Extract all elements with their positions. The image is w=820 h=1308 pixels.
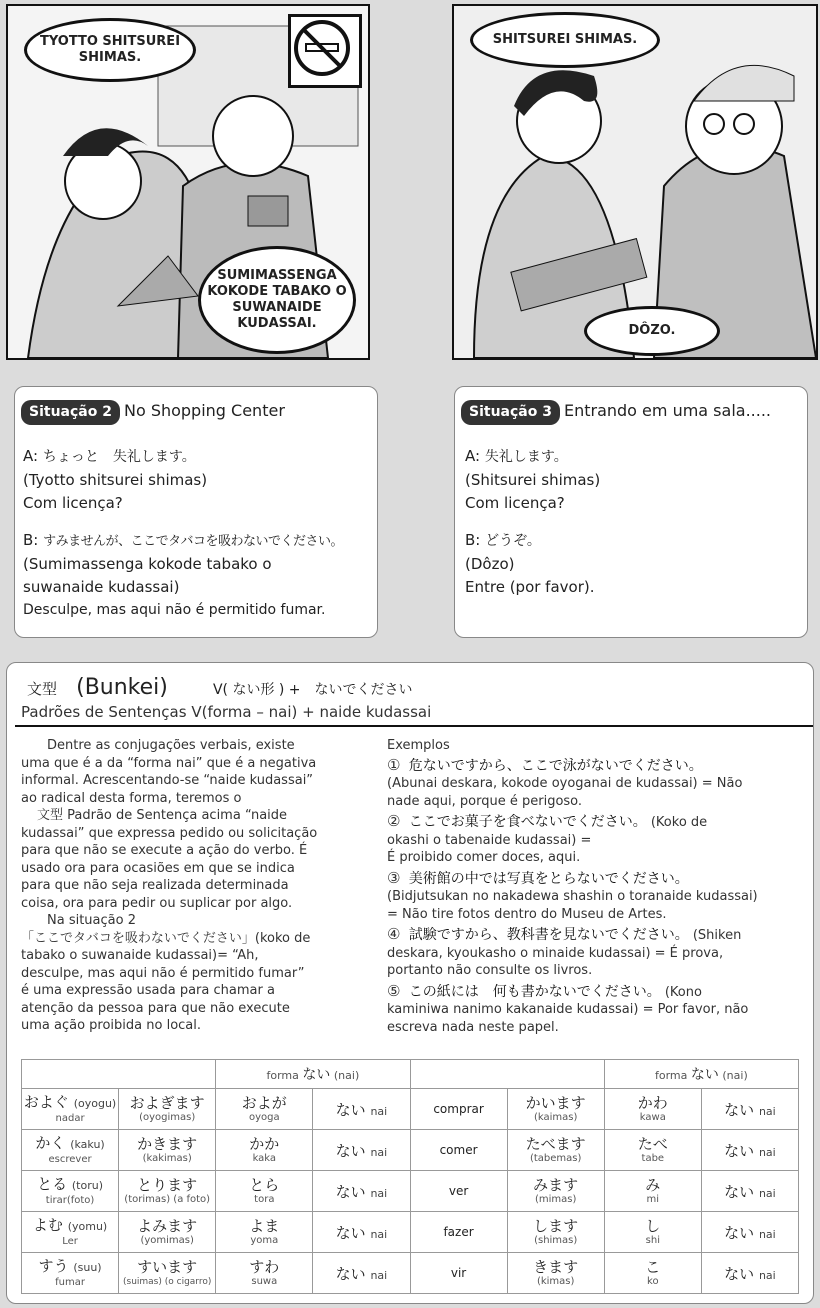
no-smoking-icon [288,14,356,82]
dialogue-a-jp: 失礼します。 [484,449,568,465]
example-number: ⑤ [387,981,401,1000]
example-jp: ここでお菓子を食べないでください。 [408,814,647,830]
stem-cell: かか kaka [216,1130,313,1171]
masu-form-cell: すいます (suimas) (o cigarro) [119,1253,216,1294]
explanation-line: ao radical desta forma, teremos o [21,790,242,806]
table-header-cell [410,1060,604,1089]
situation-3-card [454,386,808,638]
masu-form-cell: とります (torimas) (a foto) [119,1171,216,1212]
table-header-forma-nai: forma ない (nai) [604,1060,798,1089]
speech-bubble-shitsurei: SHITSUREI SHIMAS. [470,12,660,68]
dict-form-cell: およぐ (oyogu) nadar [22,1089,119,1130]
explanation-line: tabako o suwanaide kudassai)= “Ah, [21,948,259,963]
example-translation: deskara, kyoukasho o minaide kudassai) = É prova, [387,945,724,961]
example-translation: É proibido comer doces, aqui. [387,850,581,865]
pt-verb-cell: vir [410,1253,507,1294]
example-number: ② [387,812,401,830]
dialogue-b-jp: どうぞ。 [485,533,541,549]
nai-cell: ない nai [313,1253,410,1294]
example-translation: portanto não consulte os livros. [387,963,593,978]
dict-form-cell: よむ (yomu) Ler [22,1212,119,1253]
explanation-line: Dentre as conjugações verbais, existe [47,738,295,753]
example-translation: kaminiwa nanimo kakanaide kudassai) = Por favor, não [387,1002,749,1017]
example-item [387,757,807,811]
table-header-row [22,1060,799,1089]
example-number: ① [387,755,401,774]
dict-form-cell: とる (toru) tirar(foto) [22,1171,119,1212]
speech-bubble-tyotto: TYOTTO SHITSUREI SHIMAS. [24,18,196,82]
explanation-text [21,737,381,1035]
explanation-line: uma ação proibida no local. [21,1018,202,1033]
explanation-line: usado ora para ocasiões em que se indica [21,860,295,876]
pt-verb-cell: comprar [410,1089,507,1130]
pt-verb-cell: fazer [410,1212,507,1253]
nai-cell: ない nai [313,1212,410,1253]
stem-cell: たべ tabe [604,1130,701,1171]
verb-conjugation-table [21,1059,799,1294]
example-translation: (Abunai deskara, kokode oyoganai de kudassai) = Não [387,776,743,791]
dialogue-a-romaji: (Tyotto shitsurei shimas) [23,471,208,489]
speaker-a-label: A: [23,447,39,465]
masu-form-cell: たべます (tabemas) [507,1130,604,1171]
situation-2-card [14,386,378,638]
masu-form-cell: よみます (yomimas) [119,1212,216,1253]
explanation-line: Na situação 2 [47,913,136,928]
grammar-formula: V( ない形 ) + ないでください [212,682,413,698]
explanation-line: para que não se execute a ação do verbo. É [21,843,308,858]
example-translation: (Shiken [692,928,742,943]
nai-cell: ない nai [701,1212,798,1253]
comic-panel-2 [452,4,818,360]
dialogue-b-pt: Desculpe, mas aqui não é permitido fumar. [23,602,326,618]
table-row [22,1089,799,1130]
nai-cell: ない nai [313,1130,410,1171]
dialogue-a-pt: Com licença? [23,494,123,512]
stem-cell: すわ suwa [216,1253,313,1294]
masu-form-cell: みます (mimas) [507,1171,604,1212]
example-jp: 試験ですから、教科書を見ないでください。 [408,927,689,943]
table-row [22,1212,799,1253]
dialogue-b-romaji: suwanaide kudassai) [23,578,180,596]
table-row [22,1130,799,1171]
grammar-subtitle: Padrões de Sentenças V(forma – nai) + naide kudassai [21,703,432,721]
dialogue-a-pt: Com licença? [465,494,565,512]
bunkei-jp: 文型 [27,680,58,698]
stem-cell: かわ kawa [604,1089,701,1130]
speech-bubble-sumimassenga: SUMIMASSENGA KOKODE TABAKO O SUWANAIDE KUDASSAI. [198,246,356,354]
explanation-line: para que não seja realizada determinada [21,878,289,893]
situation-badge: Situação 3 [461,400,560,425]
grammar-section [6,662,814,1304]
stem-cell: し shi [604,1212,701,1253]
grammar-header [21,675,801,700]
situation-title: Entrando em uma sala..... [563,401,771,420]
explanation-line: kudassai” que expressa pedido ou solicitação [21,825,318,841]
explanation-line: é uma expressão usada para chamar a [21,983,275,998]
masu-form-cell: きます (kimas) [507,1253,604,1294]
dialogue-b-romaji: (Dôzo) [465,555,515,573]
nai-cell: ない nai [701,1171,798,1212]
example-jp: 危ないですから、ここで泳がないでください。 [408,757,703,774]
example-translation: escreva nada neste papel. [387,1019,559,1035]
nai-cell: ない nai [313,1171,410,1212]
masu-form-cell: かきます (kakimas) [119,1130,216,1171]
example-translation: (Koko de [650,815,708,830]
explanation-line: atenção da pessoa para que não execute [21,1000,290,1016]
example-translation: (Bidjutsukan no nakadewa shashin o toranaide kudassai) [387,889,758,904]
header-divider [15,725,813,727]
masu-form-cell: かいます (kaimas) [507,1089,604,1130]
speech-bubble-dozo: DÔZO. [584,306,720,356]
explanation-line: informal. Acrescentando-se “naide kudassai” [21,773,314,788]
table-header-forma-nai: forma ない (nai) [216,1060,410,1089]
dialogue-a-romaji: (Shitsurei shimas) [465,471,601,489]
example-jp: 美術館の中では写真をとらないでください。 [408,870,689,887]
dialogue-b-romaji: (Sumimassenga kokode tabako o [23,555,272,573]
speaker-a-label: A: [465,447,481,465]
example-number: ④ [387,925,401,943]
example-item [387,983,807,1037]
examples-list [387,737,807,1036]
table-row [22,1171,799,1212]
no-smoking-sign [288,14,362,88]
nai-cell: ない nai [701,1089,798,1130]
situation-badge: Situação 2 [21,400,120,425]
explanation-line: 「ここでタバコを吸わないでください」(koko de [21,930,311,946]
example-number: ③ [387,868,401,887]
dialogue-a-jp: ちょっと 失礼します。 [42,449,196,465]
stem-cell: およが oyoga [216,1089,313,1130]
nai-cell: ない nai [701,1253,798,1294]
nai-cell: ない nai [313,1089,410,1130]
dialogue-b-pt: Entre (por favor). [465,578,595,596]
stem-cell: こ ko [604,1253,701,1294]
example-item [387,870,807,924]
speaker-b-label: B: [23,531,39,549]
explanation-line: desculpe, mas aqui não é permitido fumar” [21,965,305,981]
stem-cell: み mi [604,1171,701,1212]
bunkei-romaji: (Bunkei) [76,675,168,700]
dict-form-cell: かく (kaku) escrever [22,1130,119,1171]
speaker-b-label: B: [465,531,481,549]
nai-cell: ない nai [701,1130,798,1171]
example-translation: = Não tire fotos dentro do Museu de Artes. [387,906,667,922]
masu-form-cell: およぎます (oyogimas) [119,1089,216,1130]
example-jp: この紙には 何も書かないでください。 [408,983,661,1000]
masu-form-cell: します (shimas) [507,1212,604,1253]
explanation-line: 文型 Padrão de Sentença acima “naide [37,808,288,823]
example-item [387,926,807,980]
explanation-line: uma que é a da “forma nai” que é a negativa [21,755,317,771]
pt-verb-cell: comer [410,1130,507,1171]
example-item [387,813,807,867]
table-header-cell [22,1060,216,1089]
stem-cell: よま yoma [216,1212,313,1253]
stem-cell: とら tora [216,1171,313,1212]
situation-title: No Shopping Center [123,401,285,420]
dict-form-cell: すう (suu) fumar [22,1253,119,1294]
table-row [22,1253,799,1294]
examples-title: Exemplos [387,738,450,753]
comic-panel-1 [6,4,370,360]
example-translation: okashi o tabenaide kudassai) = [387,832,592,848]
dialogue-b-jp: すみませんが、ここでタバコを吸わないでください。 [43,534,344,549]
explanation-line: coisa, ora para pedir ou suplicar por algo. [21,895,293,911]
example-translation: (Kono [664,984,702,1000]
pt-verb-cell: ver [410,1171,507,1212]
example-translation: nade aqui, porque é perigoso. [387,793,583,809]
